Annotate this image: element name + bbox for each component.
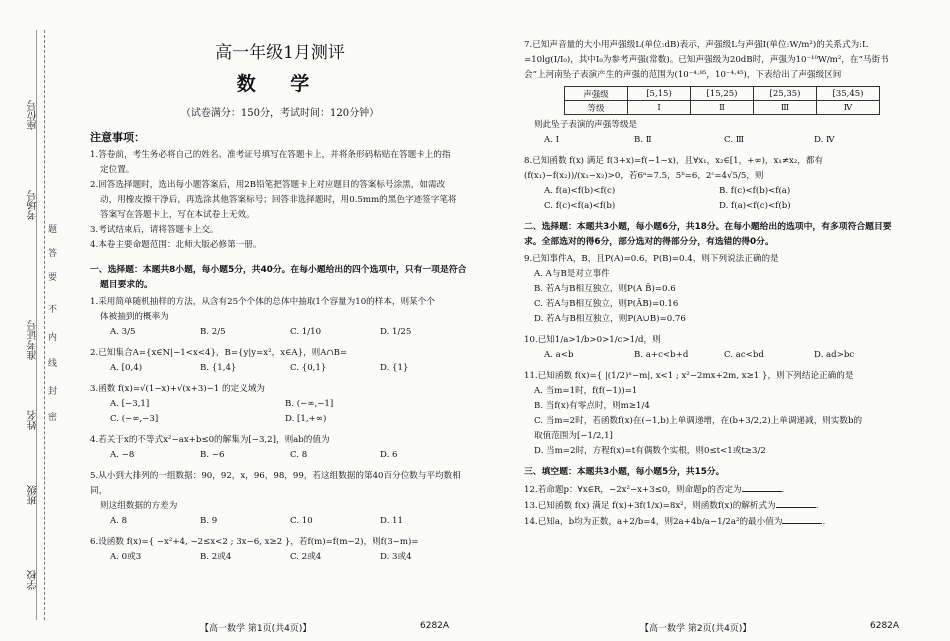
option: D. [1,+∞)	[285, 414, 327, 424]
option: B. a+c<b+d	[634, 350, 689, 360]
footer-left-code: 6282A	[420, 621, 450, 631]
option: B. 2/5	[200, 327, 226, 337]
option: B. −6	[200, 450, 225, 460]
cut-line	[44, 30, 45, 620]
option: C. 10	[290, 516, 313, 526]
option: C. 1/10	[290, 327, 322, 337]
question-10: 10.已知1/a>1/b>0>1/c>1/d，则 A. a<b B. a+c<b+d C. ac<bd D. ad>bc	[524, 333, 924, 363]
option: D. 6	[380, 450, 398, 460]
question-2: 2.已知集合A={x∈N|−1<x<4}，B={y|y=x²，x∈A}，则A∩B= A. [0,4) B. {1,4} C. {0,1} D. {1}	[90, 346, 470, 376]
notice-item: 1.答卷前，考生务必将自己的姓名、准考证号填写在答题卡上，并将条形码粘贴在答题卡上的指	[90, 150, 451, 160]
option: D. f(a)<f(c)<f(b)	[719, 201, 791, 211]
option: C. {0,1}	[290, 363, 327, 373]
seal-char: 密	[48, 413, 58, 423]
table-cell: Ⅳ	[817, 101, 880, 115]
option: A. 3/5	[110, 327, 136, 337]
option: B. {1,4}	[200, 363, 237, 373]
table-cell: [15,25)	[691, 87, 754, 101]
class-label: 班级	[28, 485, 39, 505]
option: A. a<b	[544, 350, 574, 360]
notice-heading: 注意事项：	[90, 131, 145, 144]
sound-level-table	[564, 86, 880, 115]
option: C. 若A与B相互独立，则P(ĀB)=0.16	[534, 299, 679, 309]
table-cell: 声强级	[565, 87, 628, 101]
table-cell: 等级	[565, 101, 628, 115]
option: B. 若A与B相互独立，则P(A B̄)=0.6	[534, 284, 676, 294]
option: A. f(a)<f(b)<f(c)	[544, 186, 616, 196]
option: A. −8	[110, 450, 135, 460]
binding-margin	[0, 0, 62, 641]
option: C. ac<bd	[724, 350, 764, 360]
table-cell: Ⅲ	[754, 101, 817, 115]
exam-title: 高一年级1月测评	[215, 43, 345, 63]
option: B. f(c)<f(b)<f(a)	[719, 186, 791, 196]
left-column	[90, 38, 470, 571]
option: B. Ⅱ	[634, 135, 652, 145]
option: A. 8	[110, 516, 128, 526]
table-cell: [5,15)	[628, 87, 691, 101]
section-2-heading: 二、选择题：本题共3小题，每小题6分，共18分。在每小题给出的选项中，有多项符合题目要 求。全部选对的得6分，部分选对的得部分分，有选错的得0分。	[524, 222, 892, 247]
seal-char: 要	[48, 273, 58, 283]
option: D. {1}	[380, 363, 409, 373]
answer-blank	[782, 514, 822, 524]
question-7: 7.已知声音量的大小用声强级L(单位:dB)表示，声强级L与声强I(单位:W/m²)的关系式为:L =10lg(I/I₀)，其中I₀为参考声强(常数)。已知声强级为20dB时，声强为10⁻¹⁰W/m²，在“马街书 会”上河南坠子表演产生的声强的范围为(10⁻⁴·⁸⁵，10⁻⁴·⁴⁵)，下表给出了声强级区间 声强级 [5,15) [15,25) [25,35) [35,45) 等级 Ⅰ Ⅱ Ⅲ Ⅳ 则此坠子表演的声强等级是 A. Ⅰ B. Ⅱ C. Ⅲ D. Ⅳ	[524, 38, 924, 148]
name-label: 姓名	[28, 410, 39, 430]
section-3-heading: 三、填空题：本题共3小题，每小题5分，共15分。	[524, 467, 725, 477]
notice-item: 2.回答选择题时，选出每小题答案后，用2B铅笔把答题卡上对应题目的答案标号涂黑，如需改	[90, 180, 446, 190]
option: C. f(c)<f(a)<f(b)	[544, 201, 616, 211]
footer-right-code: 6282A	[870, 621, 900, 631]
seal-char: 线	[48, 359, 58, 369]
answer-blank	[742, 482, 782, 492]
table-cell: [35,45)	[817, 87, 880, 101]
option: A. Ⅰ	[544, 135, 560, 145]
question-1: 1.采用简单随机抽样的方法，从含有25个个体的总体中抽取1个容量为10的样本，则某个个 体被抽到的概率为 A. 3/5 B. 2/5 C. 1/10 D. 1/25	[90, 295, 470, 340]
footer-left: 【高一数学 第1页(共4页)】	[200, 624, 312, 634]
option: A. 0或3	[110, 552, 142, 562]
right-column	[524, 38, 924, 530]
seal-char: 题	[48, 225, 58, 235]
seat-label: 座位号	[28, 100, 39, 130]
option: D. 当m=2时，方程f(x)=t有偶数个实根，则0≤t<1或t≥3/2	[534, 446, 766, 456]
table-cell: Ⅱ	[691, 101, 754, 115]
question-4: 4.若关于x的不等式x²−ax+b≤0的解集为[−3,2]，则ab的值为 A. −8 B. −6 C. 8 D. 6	[90, 433, 470, 463]
option: C. 8	[290, 450, 308, 460]
table-cell: [25,35)	[754, 87, 817, 101]
seal-char: 不	[48, 305, 58, 315]
room-label: 考场号	[28, 190, 39, 220]
option: B. 2或4	[200, 552, 232, 562]
notice-item: 动，用橡皮擦干净后，再选涂其他答案标号；回答非选择题时，用0.5mm的黑色字迹签字笔将	[100, 195, 457, 205]
table-cell: Ⅰ	[628, 101, 691, 115]
option-continued: 取值范围为[−1/2,1]	[534, 431, 613, 441]
question-14: 14.已知a，b均为正数，a+2/b=4，则2a+4b/a−1/2a²的最小值为 .	[524, 514, 924, 530]
option: B. 当f(x)有零点时，则m≥1/4	[534, 401, 650, 411]
seal-char: 内	[48, 333, 58, 343]
option: D. 若A与B相互独立，则P(A∪B)=0.76	[534, 314, 686, 324]
question-3: 3.函数 f(x)=√(1−x)+√(x+3)−1 的定义域为 A. [−3,1] B. (−∞,−1] C. (−∞,−3] D. [1,+∞)	[90, 382, 470, 427]
question-12: 12.若命题p：∀x∈R，−2x²−x+3≤0，则命题p的否定为 .	[524, 482, 924, 498]
footer-right: 【高一数学 第2页(共4页)】	[640, 624, 752, 634]
option: D. 11	[380, 516, 403, 526]
school-label: 学校	[28, 570, 39, 590]
option: C. 当m=2时，若函数f(x)在(−1,b)上单调递增，在(b+3/2,2)上单调递减，则实数b的	[534, 416, 863, 426]
question-13: 13.已知函数 f(x) 满足 f(x)+3f(1/x)=8x²，则函数f(x)的解析式为 .	[524, 498, 924, 514]
notice-item: 3.考试结束后，请将答题卡上交。	[90, 225, 219, 235]
option: C. (−∞,−3]	[110, 414, 159, 424]
notice-item: 4.本卷主要命题范围：北师大版必修第一册。	[90, 240, 262, 250]
question-8: 8.已知函数 f(x) 满足 f(3+x)=f(−1−x)，且∀x₁，x₂∈[1，+∞)，x₁≠x₂，都有 (f(x₁)−f(x₂))/(x₁−x₂)>0，若6ᵃ=7.5，5ᵇ=6，2ᶜ=4√5/5，则 A. f(a)<f(b)<f(c) B. f(c)<f(b)<f(a) C. f(c)<f(a)<f(b) D. f(a)<f(c)<f(b)	[524, 154, 924, 214]
option: D. Ⅳ	[814, 135, 835, 145]
seal-char: 封	[48, 387, 58, 397]
option: C. Ⅲ	[724, 135, 745, 145]
option: D. 3或4	[380, 552, 412, 562]
question-6: 6.设函数 f(x)={ −x²+4, −2≤x<2 ; 3x−6, x≥2 }，若f(m)=f(m−2)，则f(3−m)= A. 0或3 B. 2或4 C. 2或4 D. 3或4	[90, 535, 470, 565]
notice-item: 答案写在答题卡上，写在本试卷上无效。	[100, 210, 255, 220]
exam-subject: 数 学	[236, 73, 324, 95]
ticket-label: 准考证号	[28, 320, 39, 360]
exam-info: （试卷满分：150分，考试时间：120分钟）	[180, 108, 380, 119]
option: A. A与B是对立事件	[534, 269, 610, 279]
option: D. ad>bc	[814, 350, 855, 360]
option: A. [0,4)	[110, 363, 143, 373]
option: B. 9	[200, 516, 218, 526]
option: C. 2或4	[290, 552, 322, 562]
question-5: 5.从小到大排列的一组数据：90，92，x，96，98，99，若这组数据的第40百分位数与平均数相同， 则这组数据的方差为 A. 8 B. 9 C. 10 D. 11	[90, 469, 470, 529]
question-9: 9.已知事件A，B，且P(A)=0.6，P(B)=0.4，则下列说法正确的是 A. A与B是对立事件 B. 若A与B相互独立，则P(A B̄)=0.6 C. 若A与B相互独立，则P(ĀB)=0.16 D. 若A与B相互独立，则P(A∪B)=0.76	[524, 252, 924, 327]
question-11: 11.已知函数 f(x)={ |(1/2)ˣ−m|, x<1 ; x²−2mx+2m, x≥1 }，则下列结论正确的是 A. 当m=1时，f(f(−1))=1 B. 当f(x)有零点时，则m≥1/4 C. 当m=2时，若函数f(x)在(−1,b)上单调递增，在(b+3/2,2)上单调递减，则实数b的 取值范围为[−1/2,1] D. 当m=2时，方程f(x)=t有偶数个实根，则0≤t<1或t≥3/2	[524, 369, 924, 459]
section-1-heading: 一、选择题：本题共8小题，每小题5分，共40分。在每小题给出的四个选项中，只有一项是符合 题目要求的。	[90, 265, 467, 290]
option: A. 当m=1时，f(f(−1))=1	[534, 386, 638, 396]
notice-item: 定位置。	[100, 165, 135, 175]
option: B. (−∞,−1]	[285, 399, 334, 409]
option: A. [−3,1]	[110, 399, 150, 409]
seal-char: 答	[48, 249, 58, 259]
answer-blank	[776, 498, 816, 508]
option: D. 1/25	[380, 327, 412, 337]
